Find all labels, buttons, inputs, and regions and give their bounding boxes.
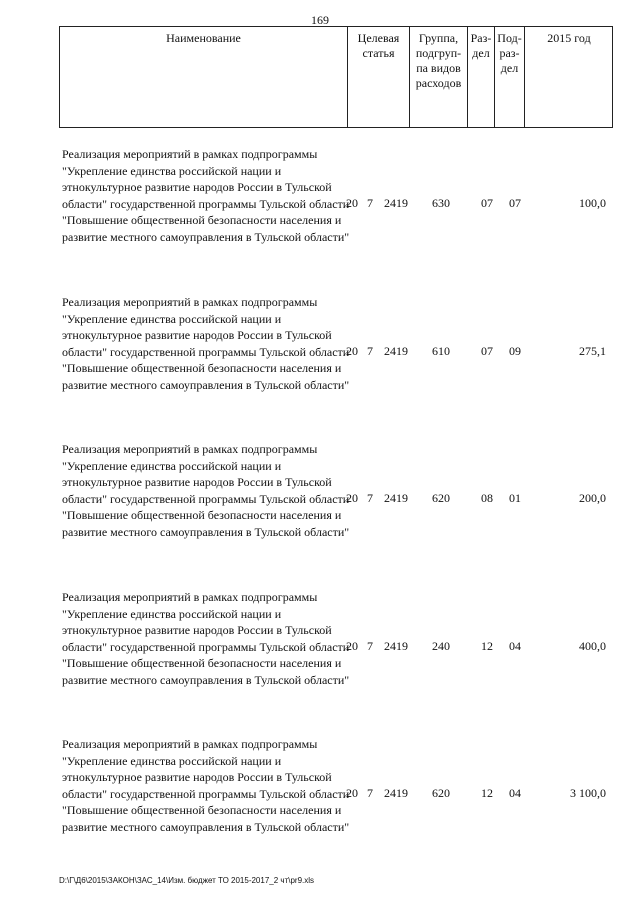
header-expense-group: Группа, подгруп- па видов расходов	[410, 27, 468, 127]
row-subsection: 01	[509, 491, 521, 505]
row-subprogram: 7	[367, 196, 373, 210]
row-section: 07	[481, 344, 493, 358]
row-subsection: 04	[509, 639, 521, 653]
row-section: 12	[481, 639, 493, 653]
row-program: 20	[346, 196, 358, 210]
file-path-footer: D:\Г\Д6\2015\ЗАКОН\ЗАС_14\Изм. бюджет ТО 2015-2017_2 чт\pr9.xls	[59, 876, 315, 885]
row-group: 620	[432, 491, 450, 505]
table-row	[0, 589, 640, 707]
row-amount: 400,0	[579, 639, 606, 653]
row-program: 20	[346, 786, 358, 800]
row-code: 2419	[384, 344, 408, 358]
table-row	[0, 441, 640, 559]
row-name: Реализация мероприятий в рамках подпрограммы "Укрепление единства российской нации и этнокультурное развитие народов России в Тульской области" государственной программы Тульской области "Повышение общественной безопасности населения и развитие местного самоуправления в Тульской области"	[62, 590, 350, 687]
header-year: 2015 год	[547, 31, 591, 45]
row-group: 630	[432, 196, 450, 210]
row-name: Реализация мероприятий в рамках подпрограммы "Укрепление единства российской нации и этнокультурное развитие народов России в Тульской области" государственной программы Тульской области "Повышение общественной безопасности населения и развитие местного самоуправления в Тульской области"	[62, 737, 350, 834]
row-amount: 3 100,0	[570, 786, 606, 800]
row-subprogram: 7	[367, 786, 373, 800]
header-target-article: Целевая статья	[348, 27, 410, 127]
row-subprogram: 7	[367, 491, 373, 505]
row-code: 2419	[384, 639, 408, 653]
header-section: Раз- дел	[468, 27, 495, 127]
row-subprogram: 7	[367, 344, 373, 358]
row-amount: 200,0	[579, 491, 606, 505]
row-group: 240	[432, 639, 450, 653]
row-name: Реализация мероприятий в рамках подпрограммы "Укрепление единства российской нации и этнокультурное развитие народов России в Тульской области" государственной программы Тульской области "Повышение общественной безопасности населения и развитие местного самоуправления в Тульской области"	[62, 147, 350, 244]
table-row	[0, 736, 640, 854]
row-program: 20	[346, 639, 358, 653]
row-subsection: 04	[509, 786, 521, 800]
row-program: 20	[346, 344, 358, 358]
table-header	[59, 26, 613, 128]
row-subprogram: 7	[367, 639, 373, 653]
row-section: 07	[481, 196, 493, 210]
row-name: Реализация мероприятий в рамках подпрограммы "Укрепление единства российской нации и этнокультурное развитие народов России в Тульской области" государственной программы Тульской области "Повышение общественной безопасности населения и развитие местного самоуправления в Тульской области"	[62, 442, 350, 539]
row-subsection: 07	[509, 196, 521, 210]
table-row	[0, 146, 640, 264]
row-program: 20	[346, 491, 358, 505]
row-code: 2419	[384, 196, 408, 210]
row-code: 2419	[384, 491, 408, 505]
row-section: 12	[481, 786, 493, 800]
row-section: 08	[481, 491, 493, 505]
row-code: 2419	[384, 786, 408, 800]
header-subsection: Под- раз- дел	[495, 27, 525, 127]
row-amount: 100,0	[579, 196, 606, 210]
table-row	[0, 294, 640, 412]
row-name: Реализация мероприятий в рамках подпрограммы "Укрепление единства российской нации и этнокультурное развитие народов России в Тульской области" государственной программы Тульской области "Повышение общественной безопасности населения и развитие местного самоуправления в Тульской области"	[62, 295, 350, 392]
row-subsection: 09	[509, 344, 521, 358]
header-name: Наименование	[60, 27, 348, 127]
row-group: 620	[432, 786, 450, 800]
row-amount: 275,1	[579, 344, 606, 358]
row-group: 610	[432, 344, 450, 358]
page-number: 169	[311, 13, 329, 27]
